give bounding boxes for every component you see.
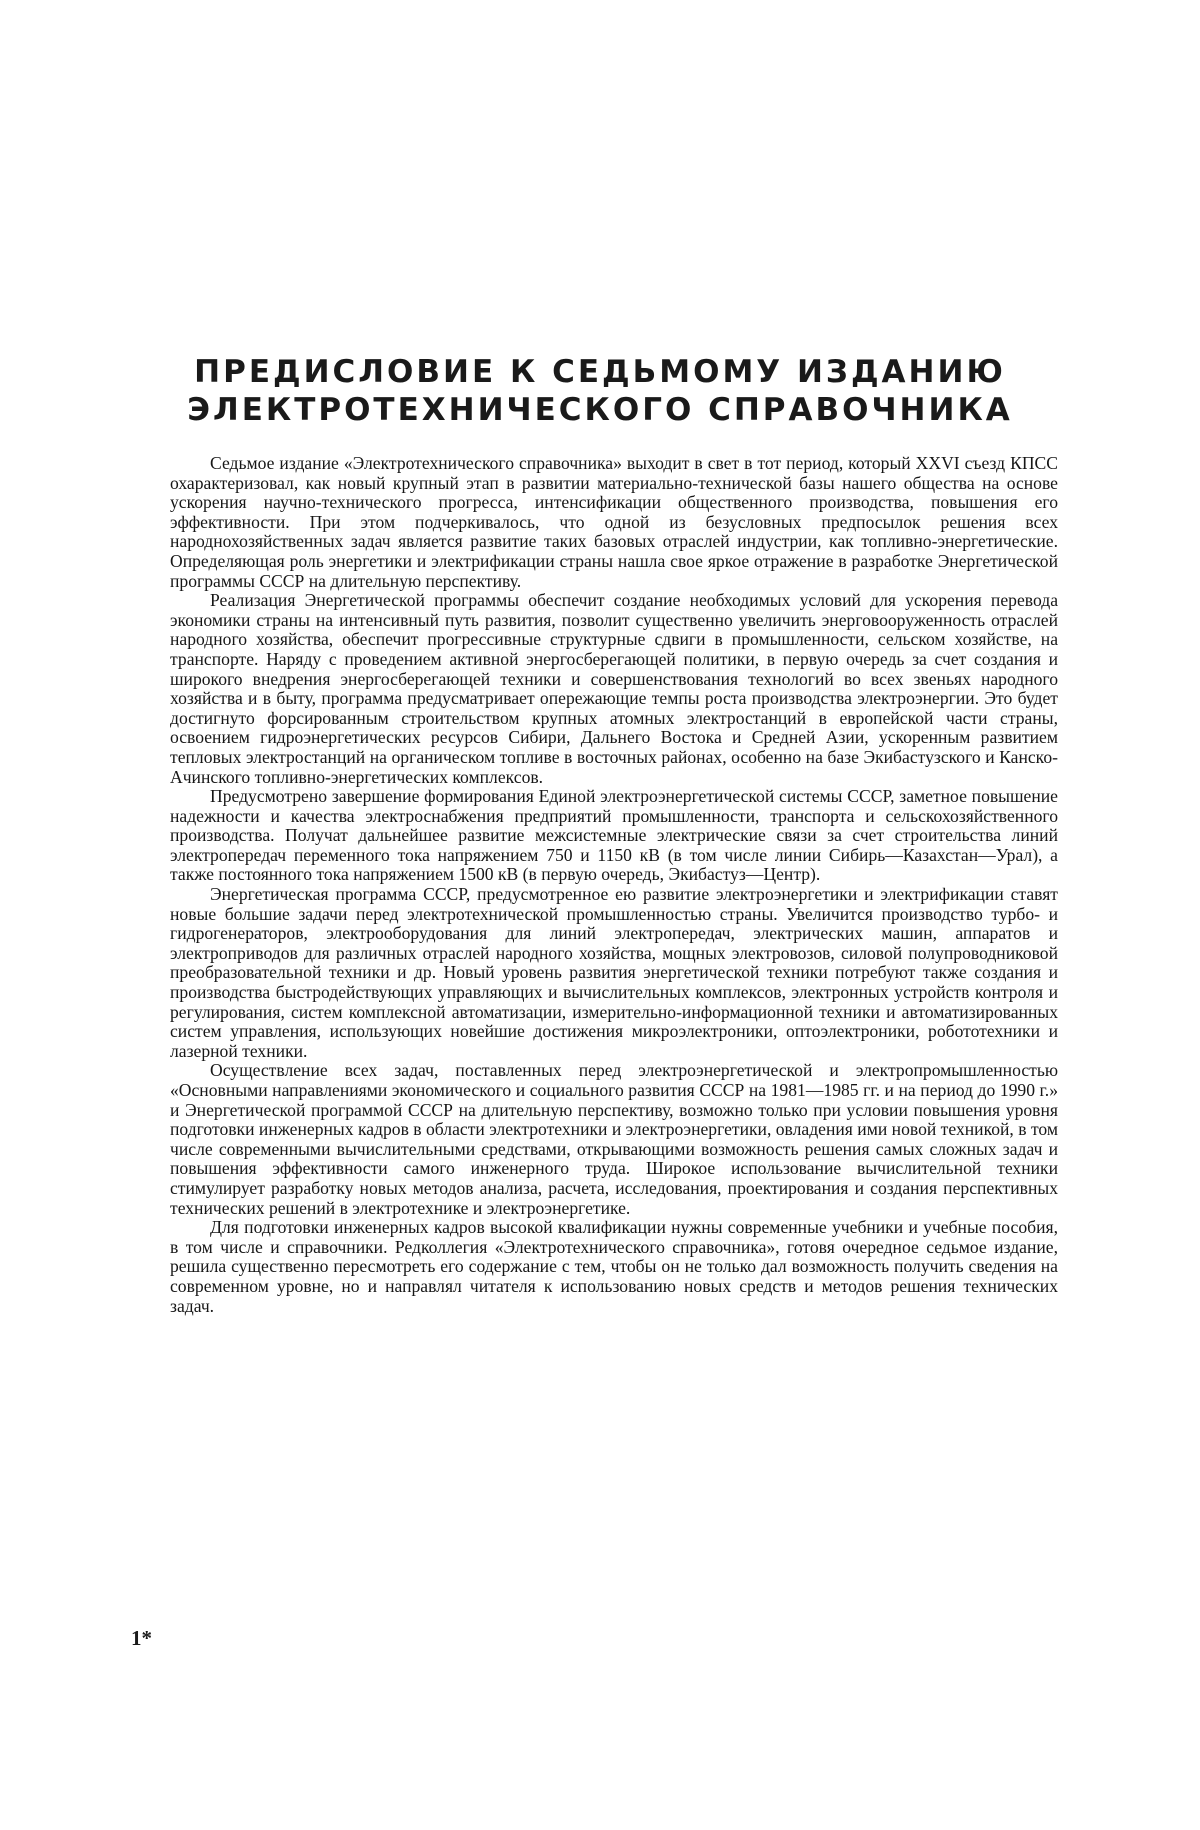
paragraph: Предусмотрено завершение формирования Единой электроэнергетической системы СССР, заметное повышение надежности и качества электроснабжения предприятий промышленности, транспорта и сельскохозяйственного производства. Получат дальнейшее развитие межсистемные электрические связи за счет строительства линий электропередач переменного тока напряжением 750 и 1150 кВ (в том числе линии Сибирь—Казахстан—Урал), а также постоянного тока напряжением 1500 кВ (в первую очередь, Экибастуз—Центр). — [170, 786, 1058, 885]
paragraph: Осуществление всех задач, поставленных перед электроэнергетической и электропромышленностью «Основными направлениями экономического и социального развития СССР на 1981—1985 гг. и на период до 1990 г.» и Энергетической программой СССР на длительную перспективу, возможно только при условии повышения уровня подготовки инженерных кадров в области электротехники и электроэнергетики, овладения ими новой техникой, в том числе современными вычислительными средствами, открывающими возможность решения самых сложных задач и повышения эффективности самого инженерного труда. Широкое использование вычислительной техники стимулирует разработку новых методов анализа, расчета, исследования, проектирования и создания перспективных технических решений в электротехнике и электроэнергетике. — [170, 1060, 1058, 1218]
paragraph: Для подготовки инженерных кадров высокой квалификации нужны современные учебники и учебные пособия, в том числе и справочники. Редколлегия «Электротехнического справочника», готовя очередное седьмое издание, решила существенно пересмотреть его содержание с тем, чтобы он не только дал возможность получить сведения на современном уровне, но и направлял читателя к использованию новых средств и методов решения технических задач. — [170, 1217, 1058, 1316]
title-line-2: ЭЛЕКТРОТЕХНИЧЕСКОГО СПРАВОЧНИКА — [187, 392, 1013, 428]
paragraph: Энергетическая программа СССР, предусмотренное ею развитие электроэнергетики и электрификации ставят новые большие задачи перед электротехнической промышленностью страны. Увеличится производство турбо- и гидрогенераторов, электрооборудования для линий электропередач, электрических машин, аппаратов и электроприводов для различных отраслей народного хозяйства, мощных электровозов, силовой полупроводниковой преобразовательной техники и др. Новый уровень развития энергетической техники потребуют также создания и производства быстродействующих управляющих и вычислительных комплексов, электронных устройств контроля и регулирования, систем комплексной автоматизации, измерительно-информационной техники и автоматизированных систем управления, использующих новейшие достижения микроэлектроники, оптоэлектроники, робототехники и лазерной техники. — [170, 884, 1058, 1061]
title-line-1: ПРЕДИСЛОВИЕ К СЕДЬМОМУ ИЗДАНИЮ — [194, 354, 1006, 390]
paragraph: Реализация Энергетической программы обеспечит создание необходимых условий для ускорения перевода экономики страны на интенсивный путь развития, позволит существенно увеличить энерговооруженность отраслей народного хозяйства, обеспечит прогрессивные структурные сдвиги в промышленности, сельском хозяйстве, на транспорте. Наряду с проведением активной энергосберегающей политики, в первую очередь за счет создания и широкого внедрения энергосберегающей техники и совершенствования технологий во всех звеньях народного хозяйства и в быту, программа предусматривает опережающие темпы роста производства электроэнергии. Это будет достигнуто форсированным строительством крупных атомных электростанций в европейской части страны, освоением гидроэнергетических ресурсов Сибири, Дальнего Востока и Средней Азии, ускоренным развитием тепловых электростанций на органическом топливе в восточных районах, особенно на базе Экибастузского и Канско-Ачинского топливно-энергетических комплексов. — [170, 590, 1058, 787]
paragraph: Седьмое издание «Электротехнического справочника» выходит в свет в тот период, который XXVI съезд КПСС охарактеризовал, как новый крупный этап в развитии материально-технической базы нашего общества на основе ускорения научно-технического прогресса, интенсификации общественного производства, повышения его эффективности. При этом подчеркивалось, что одной из безусловных предпосылок решения всех народнохозяйственных задач является развитие таких базовых отраслей индустрии, как топливно-энергетические. Определяющая роль энергетики и электрификации страны нашла свое яркое отражение в разработке Энергетической программы СССР на длительную перспективу. — [170, 453, 1058, 591]
page-marker: 1* — [131, 1626, 152, 1650]
body-text — [170, 454, 1058, 1316]
page-title — [170, 353, 1030, 429]
